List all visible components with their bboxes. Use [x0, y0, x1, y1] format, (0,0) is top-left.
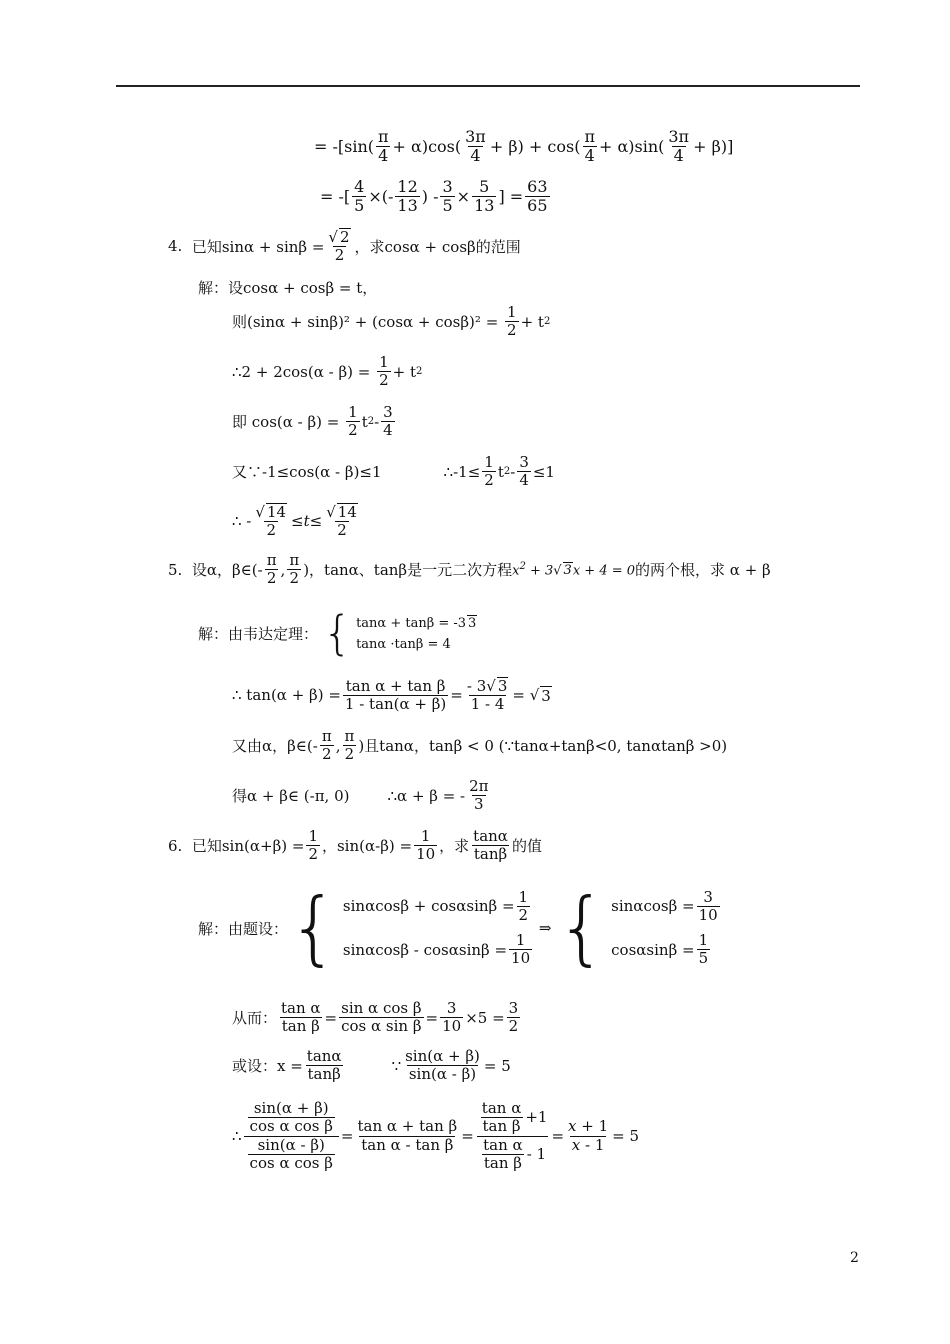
- derivation-line-1: = -[sin( $\frac{\pi}{4}$ + α)cos( $\frac{3\pi}{4}$ + β) + cos( $\frac{\pi}{4}$ + α)sin( $\frac{3\pi}{4}$ + β)]: [314, 127, 734, 166]
- problem-4-stem: 4. 已知sinα + sinβ = $\frac{√ 2}{2}$ ，求cosα + cosβ的范围: [168, 228, 521, 265]
- problem-6-stem: 6. 已知sin(α+β) = $\frac{1}{2}$ ，sin(α-β) = $\frac{1}{10}$ ，求 $\frac{\tan\alpha}{\tan\beta}$ 的值: [168, 827, 542, 864]
- problem-4-step-b: 即 cos(α - β) = $\frac{1}{2}$ t 2 - $\frac{3}{4}$: [232, 403, 393, 440]
- problem-5-vieta: 解：由韦达定理： { tanα + tanβ = -3 3 tanα ·tanβ = 4: [198, 606, 477, 660]
- problem-5-result: 得α + β∈ (-π, 0) ∴α + β = - $\frac{2\pi}{3}$: [232, 777, 489, 814]
- problem-5-tan-sum: ∴ tan(α + β) = $\frac{\text{tan α + tan β}}{1 - \tan(\alpha + \beta)}$ = $\frac{- 3√ 3}{1 - 4}$ = √ 3: [232, 676, 551, 714]
- problem-6-final: ∴ $\frac{\frac{\sin(\alpha + \beta)}{\text{cos α cos β}}}{\frac{\sin(\alpha - \beta)}{\text{cos α cos β}}}$ = $\frac{\text{tan α + tan β}}{\text{tan α - tan β}}$ = $\frac{\text{tan α}}{\text{tan β}}$ +1 $\frac{\text{tan α}}{\text{tan β}}$ - 1 = $\frac{x + 1}{x - 1}$ = 5: [232, 1099, 640, 1172]
- problem-4-conclusion: ∴ - $\frac{√ 14}{2}$ ≤ t ≤ $\frac{√ 14}{2}$: [232, 503, 357, 540]
- header-rule: [116, 85, 860, 87]
- problem-4-step-a: ∴2 + 2cos(α - β) = $\frac{1}{2}$ + t 2: [232, 353, 423, 390]
- page-number: 2: [850, 1250, 859, 1266]
- problem-4-solution-intro: 解：设cosα + cosβ = t，: [198, 279, 378, 297]
- problem-4-step-then: 则(sinα + sinβ)² + (cosα + cosβ)² = $\frac{1}{2}$ + t 2: [232, 303, 551, 340]
- problem-6-thus: 从而： $\frac{\text{tan α}}{\text{tan β}}$ = $\frac{\text{sin α cos β}}{\text{cos α sin β}}$ = $\frac{3}{10}$ ×5 = $\frac{3}{2}$: [232, 999, 519, 1036]
- problem-6-alt-set: 或设：x = $\frac{\tan\alpha}{\tan\beta}$ ∵ $\frac{\sin(\alpha + \beta)}{\sin(\alpha - \beta)}$ = 5: [232, 1047, 511, 1084]
- problem-5-also: 又由α，β∈(- $\frac{\pi}{2}$ , $\frac{\pi}{2}$ )且tanα，tanβ < 0 (∵tanα+tanβ<0, tanαtanβ >0): [232, 727, 728, 764]
- problem-5-stem: 5. 设α，β∈(- $\frac{\pi}{2}$ , $\frac{\pi}{2}$ )，tanα、tanβ是一元二次方程 $x^2 + 3√$ 3x + 4 = 0 的两个根，求 α + β: [168, 551, 771, 588]
- problem-6-system: 解：由题设： { sinαcosβ + cosαsinβ = $\frac{1}{2}$ sinαcosβ - cosαsinβ = $\frac{1}{10}$ ⇒ { sinαcosβ = $\frac{3}{10}$ cosαsinβ = $\frac{1}{5}$: [198, 881, 718, 974]
- problem-4-step-c: 又∵-1≤cos(α - β)≤1 ∴-1≤ $\frac{1}{2}$ t 2 - $\frac{3}{4}$ ≤1: [232, 453, 555, 490]
- derivation-line-2: = -[ $\frac{4}{5}$ ×(- $\frac{12}{13}$ ) - $\frac{3}{5}$ × $\frac{5}{13}$ ] = $\frac{63}{65}$: [320, 177, 548, 216]
